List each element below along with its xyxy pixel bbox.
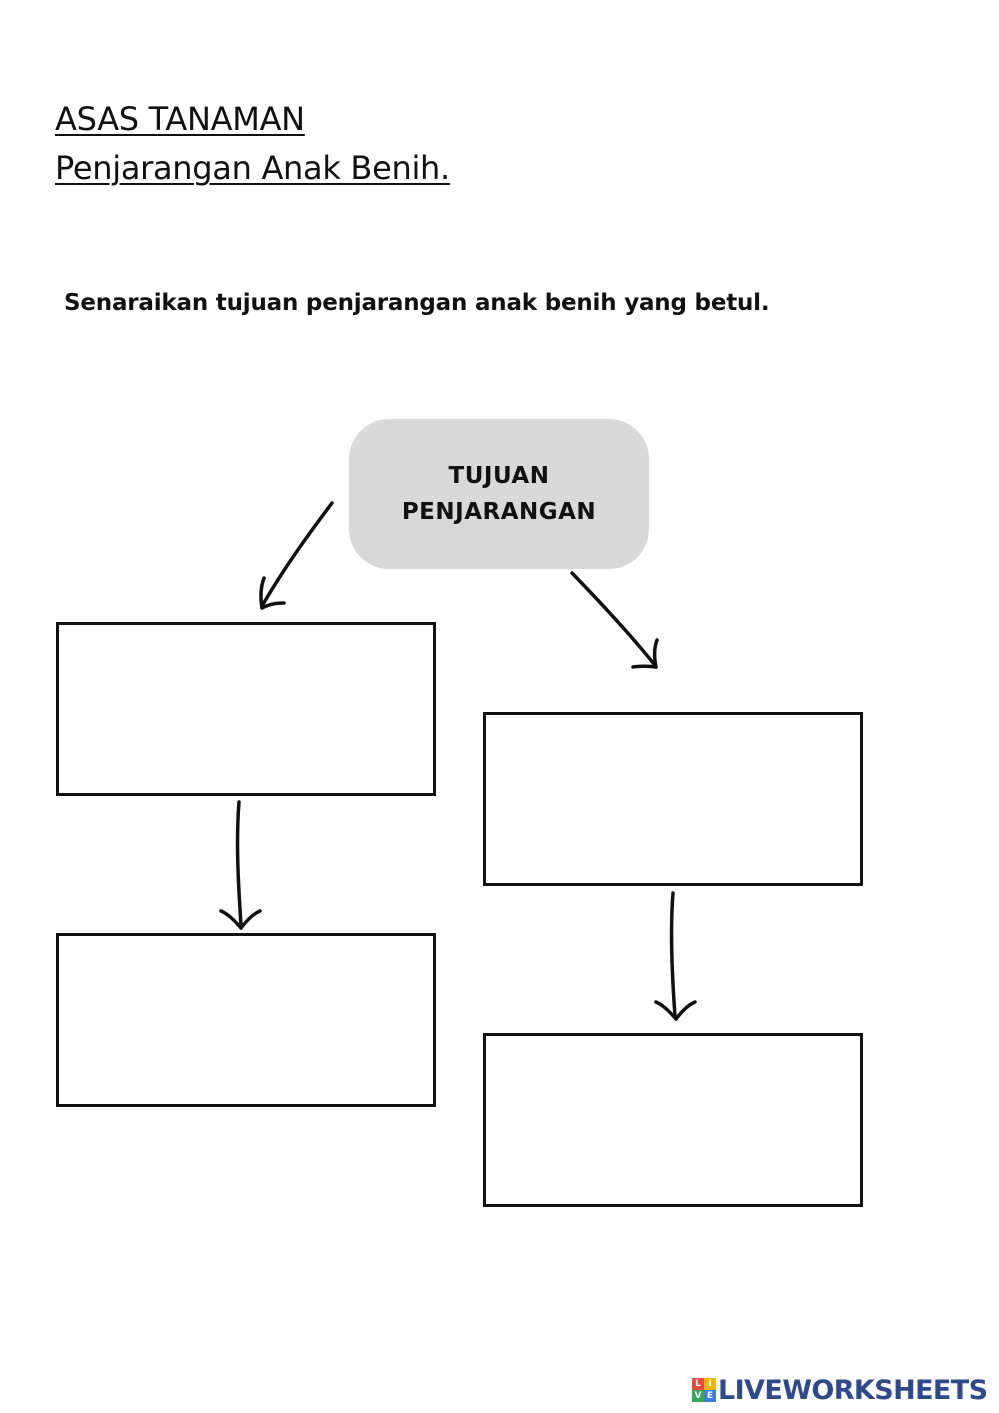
page-title: ASAS TANAMAN bbox=[55, 100, 305, 138]
arrow-left-down bbox=[221, 802, 260, 928]
center-node-line1: TUJUAN bbox=[448, 463, 550, 489]
arrow-right-down bbox=[656, 893, 695, 1019]
icon-letter-e: E bbox=[704, 1390, 716, 1402]
brand-name: LIVEWORKSHEETS bbox=[718, 1374, 988, 1406]
liveworksheets-icon bbox=[692, 1378, 716, 1402]
page-subtitle: Penjarangan Anak Benih. bbox=[55, 149, 450, 187]
brand-logo bbox=[692, 1374, 987, 1406]
answer-box-bottom-left[interactable] bbox=[56, 933, 436, 1107]
icon-letter-i: I bbox=[704, 1378, 716, 1390]
icon-letter-l: L bbox=[692, 1378, 704, 1390]
center-node-label bbox=[402, 458, 596, 530]
icon-letter-v: V bbox=[692, 1390, 704, 1402]
answer-box-top-right[interactable] bbox=[483, 712, 863, 886]
arrow-center-to-left bbox=[261, 503, 332, 608]
arrow-center-to-right bbox=[572, 573, 657, 667]
center-node-line2: PENJARANGAN bbox=[401, 499, 597, 525]
instruction-text: Senaraikan tujuan penjarangan anak benih yang betul. bbox=[64, 290, 770, 316]
answer-box-top-left[interactable] bbox=[56, 622, 436, 796]
answer-box-bottom-right[interactable] bbox=[483, 1033, 863, 1207]
center-node bbox=[349, 419, 649, 569]
